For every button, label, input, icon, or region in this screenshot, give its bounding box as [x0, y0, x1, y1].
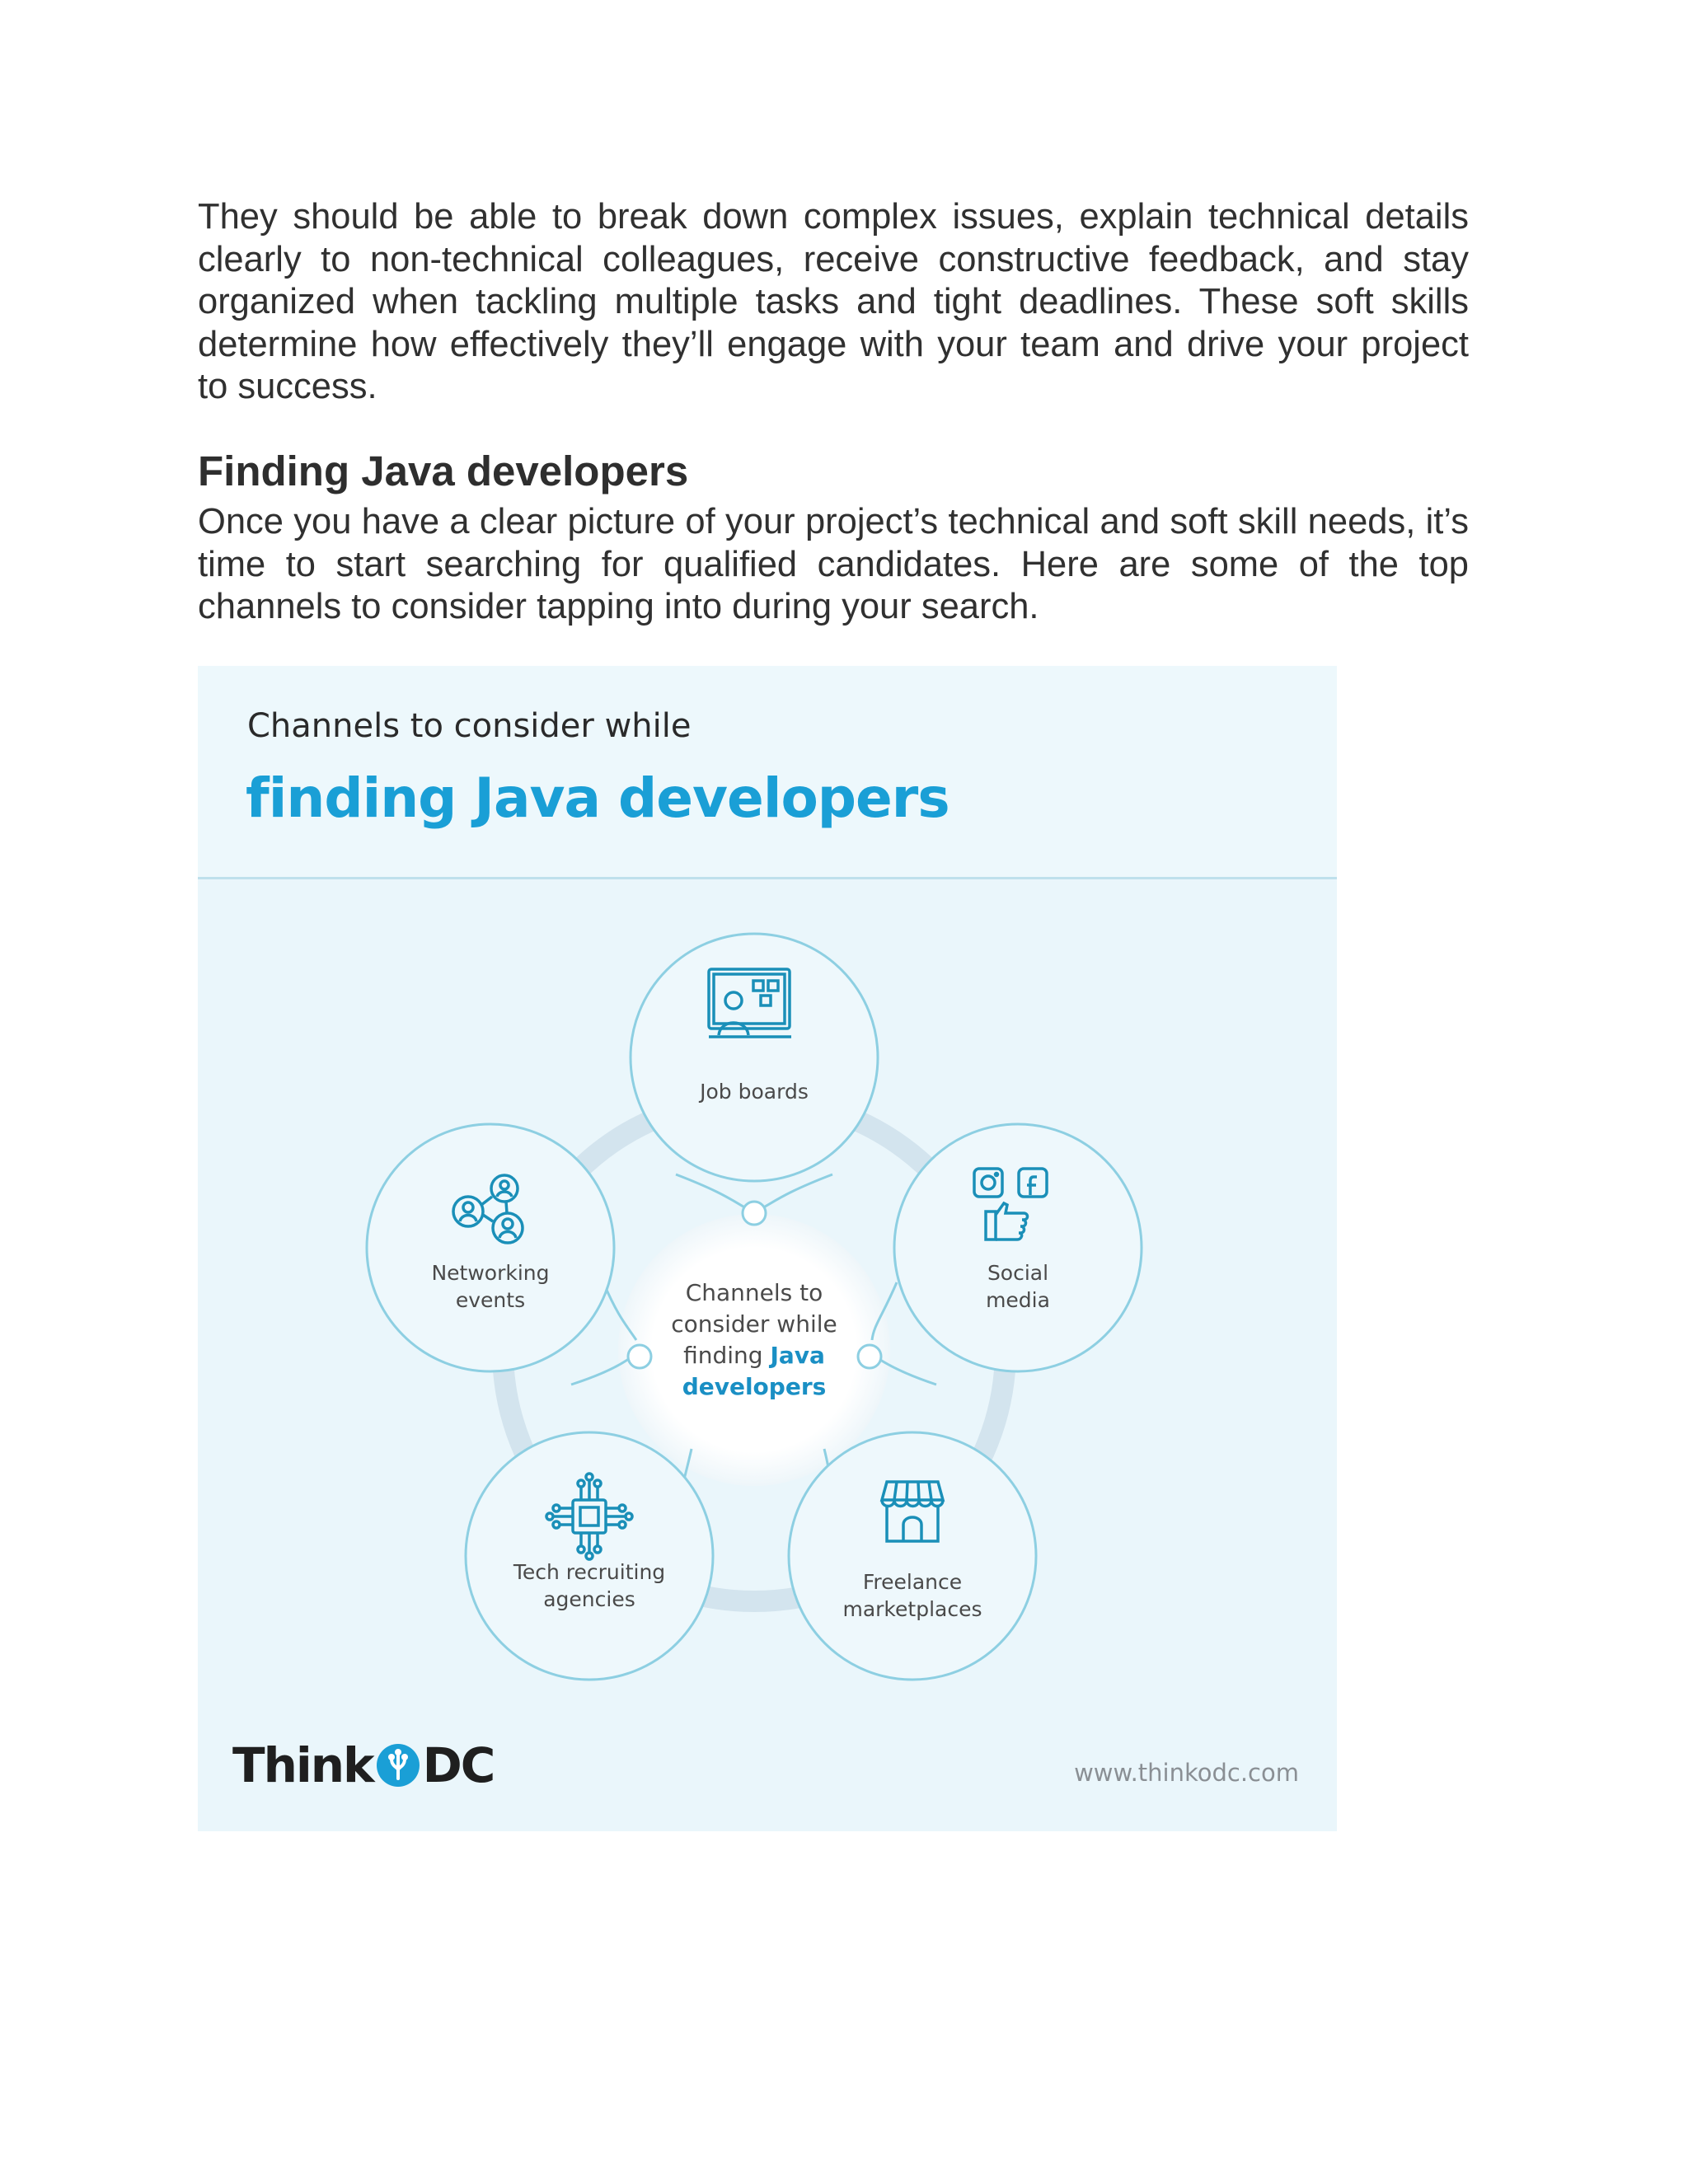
brand-name-prefix: Think: [232, 1737, 373, 1793]
channel-label-recruiting-line1: Tech recruiting: [513, 1560, 666, 1584]
channel-label-job-boards: Job boards: [700, 1080, 809, 1104]
channel-label-freelance-line2: marketplaces: [842, 1597, 982, 1621]
center-label-line2: consider while: [671, 1310, 837, 1338]
body-paragraph-channels-intro: Once you have a clear picture of your project’s technical and soft skill needs, it’s time to start searching for qualified candidates. Here are some of the top channels to consider tapping into during your search.: [198, 502, 1469, 626]
channel-label-social-media-line2: media: [986, 1288, 1050, 1312]
center-label-line3-accent: Java: [770, 1342, 825, 1369]
channel-label-social-media-line1: Social: [987, 1261, 1049, 1285]
channel-label-recruiting-line2: agencies: [543, 1587, 635, 1611]
center-label-line4: developers: [682, 1373, 827, 1400]
center-label-line3: [683, 1342, 825, 1369]
website-url: www.thinkodc.com: [1074, 1759, 1299, 1787]
channel-circle-social-media: [894, 1124, 1142, 1371]
channel-label-networking-line2: events: [455, 1288, 526, 1312]
brand-name-suffix: DC: [422, 1737, 495, 1793]
brand-logo: [232, 1737, 494, 1793]
channel-circle-networking: [367, 1124, 614, 1371]
section-heading: Finding Java developers: [198, 448, 689, 494]
connector-knob-top: [743, 1202, 766, 1225]
center-label-line3-plain: finding: [683, 1342, 771, 1369]
brand-o-mark-icon: [375, 1742, 421, 1788]
channel-circle-freelance: [789, 1432, 1036, 1680]
connector-knob-right: [858, 1345, 881, 1368]
channels-diagram: [198, 666, 1337, 1831]
body-paragraph-soft-skills: They should be able to break down complex issues, explain technical details clearly to non-technical colleagues, receive constructive feedback, and stay organized when tackling multiple tasks and tight deadlines. These soft skills determine how effectively they’ll engage with your team and drive your project to success.: [198, 197, 1469, 406]
infographic-title: finding Java developers: [246, 766, 950, 830]
center-label-line1: Channels to: [685, 1279, 823, 1306]
channels-infographic: [198, 666, 1337, 1831]
infographic-subtitle: Channels to consider while: [247, 707, 692, 745]
channel-label-networking-line1: Networking: [431, 1261, 550, 1285]
channel-label-freelance-line1: Freelance: [862, 1570, 963, 1594]
connector-knob-left: [628, 1345, 651, 1368]
channel-circle-job-boards: [631, 934, 878, 1181]
channel-circle-recruiting: [466, 1432, 713, 1680]
